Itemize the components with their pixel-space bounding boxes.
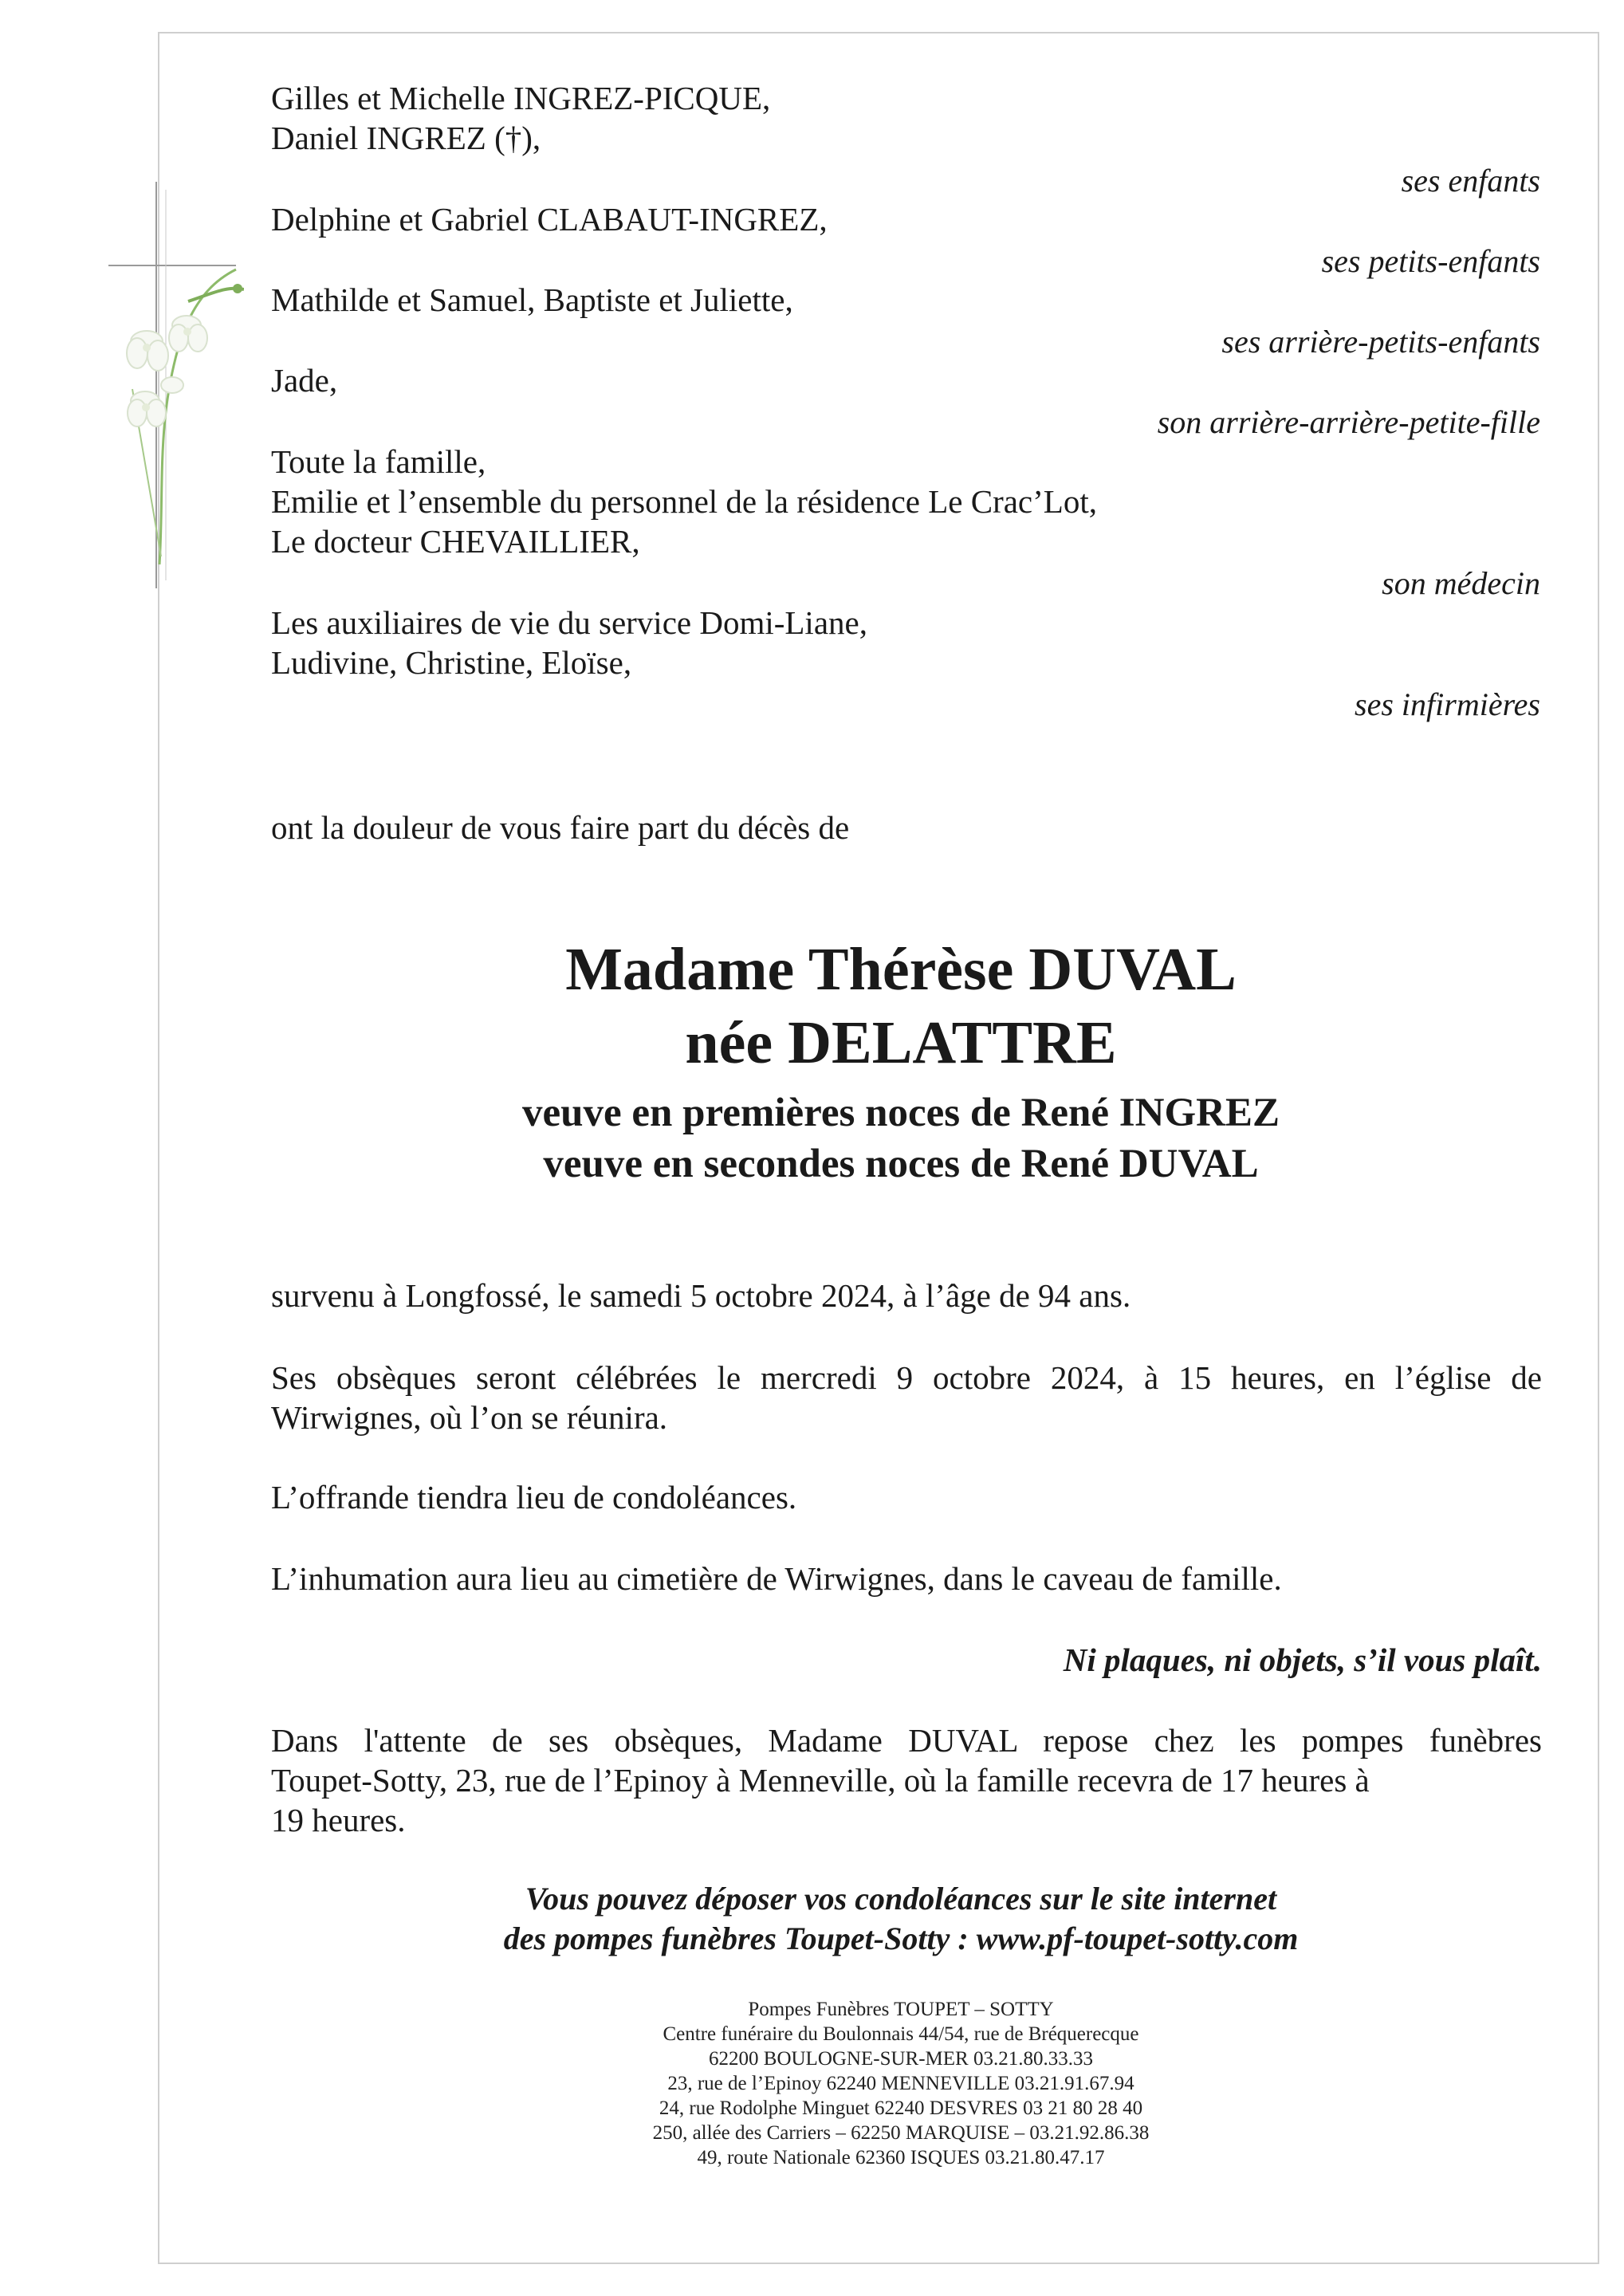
family-line-9: Les auxiliaires de vie du service Domi-Liane,	[271, 604, 867, 641]
funeral-details-line1: Ses obsèques seront célébrées le mercredi 9 octobre 2024, à 15 heures, en l’église de	[271, 1359, 1542, 1396]
role-great-grandchildren: ses arrière-petits-enfants	[1221, 324, 1540, 360]
footer-address-5: 250, allée des Carriers – 62250 MARQUISE – 03.21.92.86.38	[652, 2122, 1150, 2144]
role-grandchildren: ses petits-enfants	[1321, 243, 1540, 279]
family-line-1: Gilles et Michelle INGREZ-PICQUE,	[271, 80, 771, 116]
announcement: ont la douleur de vous faire part du décès de	[271, 809, 850, 846]
role-great-great-granddaughter: son arrière-arrière-petite-fille	[1157, 404, 1540, 440]
role-children: ses enfants	[1401, 163, 1540, 199]
family-line-10: Ludivine, Christine, Eloïse,	[271, 644, 632, 681]
family-line-5: Jade,	[271, 362, 338, 399]
family-line-3: Delphine et Gabriel CLABAUT-INGREZ,	[271, 201, 828, 238]
role-doctor: son médecin	[1382, 565, 1540, 601]
family-line-6: Toute la famille,	[271, 443, 486, 480]
burial-details: L’inhumation aura lieu au cimetière de Wirwignes, dans le caveau de famille.	[271, 1560, 1282, 1597]
footer-address-1: Centre funéraire du Boulonnais 44/54, rue de Bréquerecque	[663, 2023, 1139, 2045]
footer-address-3: 23, rue de l’Epinoy 62240 MENNEVILLE 03.21.91.67.94	[667, 2073, 1134, 2094]
family-line-8: Le docteur CHEVAILLIER,	[271, 523, 640, 560]
death-details: survenu à Longfossé, le samedi 5 octobre 2024, à l’âge de 94 ans.	[271, 1277, 1131, 1314]
role-nurses: ses infirmières	[1355, 686, 1540, 722]
funeral-details-line2: Wirwignes, où l’on se réunira.	[271, 1399, 668, 1436]
footer-address-6: 49, route Nationale 62360 ISQUES 03.21.80.47.17	[697, 2147, 1105, 2168]
website-line2: des pompes funèbres Toupet-Sotty : www.pf-toupet-sotty.com	[503, 1921, 1299, 1956]
repose-line2: Toupet-Sotty, 23, rue de l’Epinoy à Menneville, où la famille recevra de 17 heures à	[271, 1762, 1370, 1799]
deceased-birth-name: née DELATTRE	[685, 1009, 1117, 1076]
family-line-4: Mathilde et Samuel, Baptiste et Juliette,	[271, 281, 793, 318]
footer-address-2: 62200 BOULOGNE-SUR-MER 03.21.80.33.33	[709, 2048, 1093, 2070]
website-line1: Vous pouvez déposer vos condoléances sur le site internet	[525, 1881, 1277, 1917]
cross-orchid-icon	[108, 182, 244, 596]
offering-note: L’offrande tiendra lieu de condoléances.	[271, 1479, 797, 1516]
family-line-2: Daniel INGREZ (†),	[271, 120, 541, 156]
footer-address-4: 24, rue Rodolphe Minguet 62240 DESVRES 03 21 80 28 40	[659, 2097, 1143, 2119]
second-marriage: veuve en secondes noces de René DUVAL	[543, 1142, 1259, 1186]
repose-line1: Dans l'attente de ses obsèques, Madame DUVAL repose chez les pompes funèbres	[271, 1722, 1542, 1759]
no-flowers-note: Ni plaques, ni objets, s’il vous plaît.	[1063, 1641, 1542, 1678]
repose-line3: 19 heures.	[271, 1802, 406, 1838]
family-line-7: Emilie et l’ensemble du personnel de la résidence Le Crac’Lot,	[271, 483, 1097, 520]
first-marriage: veuve en premières noces de René INGREZ	[522, 1091, 1280, 1135]
deceased-name: Madame Thérèse DUVAL	[565, 936, 1237, 1003]
footer-company: Pompes Funèbres TOUPET – SOTTY	[748, 1999, 1054, 2020]
